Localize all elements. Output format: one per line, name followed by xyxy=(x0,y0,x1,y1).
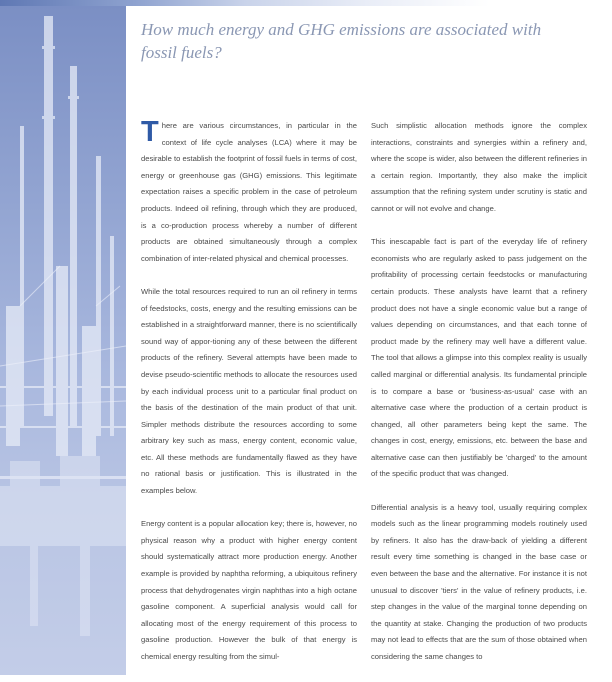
left-text-column xyxy=(141,118,357,682)
refinery-photo xyxy=(0,6,126,675)
paragraph-text: here are various circumstances, in particular in the context of life cycle analyses (LCA) where it may be desirable to establish the footprint of fossil fuels in terms of cost, energy or greenhouse gas (GHG) emissions. This legitimate expectation raises a specific problem in the case of petroleum products. Indeed oil refining, through which they are produced, is a co-production process whereby a number of different products are obtained simultaneously through a complex combination of inter-related physical and chemical processes. xyxy=(141,121,357,263)
article-heading: How much energy and GHG emissions are associated with fossil fuels? xyxy=(141,20,542,62)
paragraph xyxy=(141,118,357,267)
paragraph: This inescapable fact is part of the everyday life of refinery economists who are regularly asked to pass judgement on the profitability of processing certain feedstocks or manufacturing certain products. These analysts have learnt that a refinery product does not have a single economic value but a range of values depending on circumstances, and that each tonne of product made by the refinery may well have a different value. The tool that allows a glimpse into this complex reality is usually called marginal or differential analysis. Its fundamental principle is to compare a base or 'business-as-usual' case with an alternative case where the production of a certain product is changed, all other parameters being kept the same. The changes in cost, energy, emissions, etc. between the base and alternative case can then justifiably be 'charged' to the amount of the specific product that was changed. xyxy=(371,237,587,479)
paragraph: Energy content is a popular allocation key; there is, however, no physical reason why a product with higher energy content should systematically attract more production energy. Another example is provided by naphtha reforming, a ubiquitous refinery process that dehydrogenates virgin naphthas into a high octane gasoline component. A superficial analysis would call for allocating most of the energy requirement of this process to gasoline production. However the bulk of that energy is chemical energy resulting from the simul- xyxy=(141,519,357,661)
drop-cap: T xyxy=(141,116,159,148)
right-text-column xyxy=(371,118,587,682)
paragraph: Such simplistic allocation methods ignore the complex interactions, constraints and synergies within a refinery and, where the scope is wider, also between the different refineries in a certain region. Importantly, they also make the implicit assumption that the refining system under scrutiny is static and cannot or will not evolve and change. xyxy=(371,121,587,213)
paragraph: Differential analysis is a heavy tool, usually requiring complex models such as the linear programming models routinely used by refiners. It also has the draw-back of yielding a different result every time something is changed in the base case or even between the base and the alternative. For instance it is not unusual to discover 'tiers' in the value of refinery products, i.e. step changes in the value of the marginal tonne depending on the quantity at stake. Changing the production of two products may not lead to effects that are the sum of those obtained when considering the same changes to xyxy=(371,502,587,661)
paragraph: While the total resources required to run an oil refinery in terms of feedstocks, costs, energy and the resulting emissions can be established in a straightforward manner, there is no scientifically sound way of appor-tioning any of these between the different products of the refinery. Several attempts have been made to devise pseudo-scientific methods to allocate the resources used by each individual process unit to a particular final product on the basis of the destination of the main product of that unit. Simpler methods distribute the resources according to some arbitrary key such as mass, energy content, economic value, etc. All these methods are fundamentally flawed as they have no rational basis or justification. This is illustrated in the examples below. xyxy=(141,286,357,496)
